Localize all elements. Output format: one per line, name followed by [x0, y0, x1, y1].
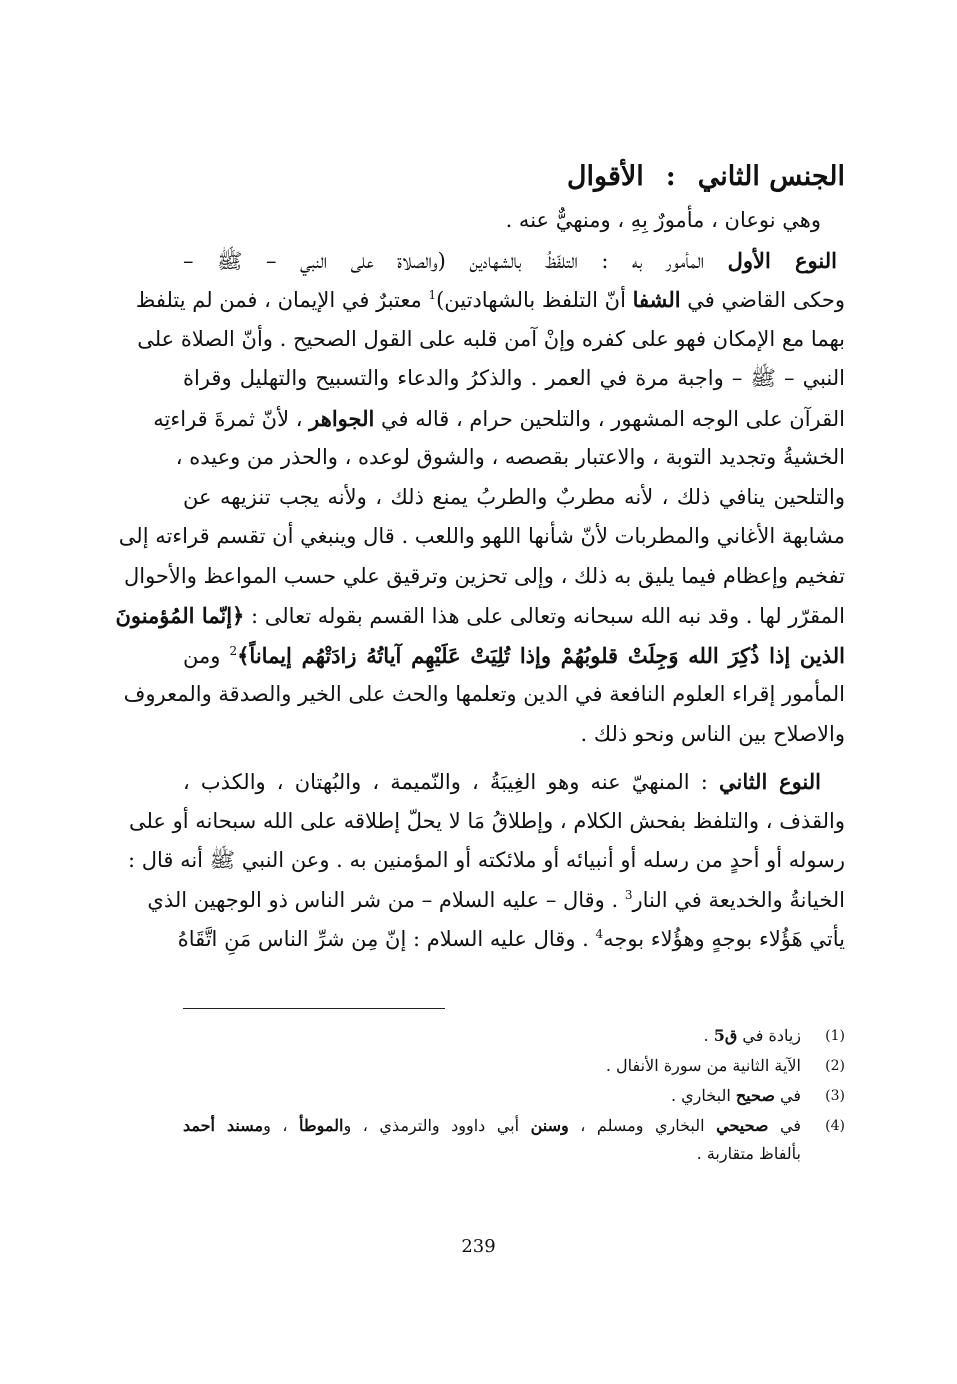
page-number: 239 [461, 1236, 496, 1257]
text-span: أنّ التلفظ بالشهادتين) [436, 288, 633, 312]
footnote-number: (1) [825, 1028, 845, 1044]
footnote-divider [183, 1008, 445, 1009]
text-line: والتلحين ينافي ذلك ، لأنه مطربٌ والطربُ يمنع ذلك ، ولأنه يجب تنزيهه عن [183, 484, 845, 509]
book-title: وسنن [530, 1116, 569, 1135]
text-line: الخشيةُ وتجديد التوبة ، والاعتبار بقصصه ، والشوق لوعده ، والحذر من وعيده ، [175, 445, 845, 469]
text-span: القرآن على الوجه المشهور ، والتلحين حرام ، قاله في [374, 406, 845, 431]
text-span: الخيانةُ والخديعة في النار [632, 887, 845, 912]
text-span: . وقال – عليه السلام – من شر الناس ذو الوجهين الذي [147, 887, 625, 912]
text-line: مشابهة الأغاني والمطربات لأنّ شأنها اللهو واللعب . قال وينبغي أن تقسم قراءته إلى [118, 524, 845, 548]
text-span: المقرّر لها . وقد نبه الله سبحانه وتعالى على هذا القسم بقوله تعالى : [244, 604, 845, 628]
quran-verse: الذين إذا ذُكِرَ الله وَجِلَتْ قلوبُهُمْ وإذا تُلِيَتْ عَلَيْهِم آياتُهُ زادَتْهُم إيماناً﴾ [237, 642, 845, 668]
footnote-4 [183, 1111, 845, 1167]
text-span: أبي داوود والترمذي ، و [343, 1116, 531, 1135]
heading-part1: الجنس الثاني [697, 161, 845, 192]
text-span: ومن [183, 643, 230, 668]
text-line: تفخيم وإعظام فيما يليق به ذلك ، وإلى تحزين وترقيق علي حسب المواعظ والأحوال [123, 563, 845, 588]
footnote-text [183, 1021, 801, 1051]
footnote-number: (4) [825, 1118, 845, 1134]
text-line: والقذف ، والتلفظ بفحش الكلام ، وإطلاقُ مَا لا يحلّ إطلاقه على الله سبحانه أو على [128, 808, 845, 833]
text-span: في [768, 1116, 802, 1135]
text-span: البخاري ومسلم ، [568, 1116, 717, 1135]
paragraph-gap [183, 754, 845, 762]
footnote-2 [183, 1051, 845, 1081]
text-line: المأمور إقراء العلوم النافعة في الدين وتعلمها والحث على الخير والصدقة والمعروف [123, 682, 845, 706]
main-text [115, 155, 845, 960]
book-title: الجواهر [309, 405, 375, 431]
text-span: ، لأنّ ثمرةَ قراءتِه [153, 406, 310, 431]
text-span: . [703, 1026, 714, 1045]
text-span: في [774, 1086, 801, 1105]
manuscript-ref: ق5 [713, 1026, 738, 1045]
text-line [153, 399, 845, 439]
subheading-first-type: النوع الأول [727, 247, 837, 273]
text-span: . وقال عليه السلام : إنّ مِن شرِّ الناس مَنِ اتَّقَاهُ [177, 927, 596, 951]
book-title: صحيح [735, 1086, 775, 1105]
footnote-line [183, 1111, 801, 1141]
text-line: بهما مع الإمكان فهو على كفره وإنْ آمن قلبه على القول الصحيح . وأنّ الصلاة على [137, 326, 845, 351]
footnote-1 [183, 1021, 845, 1051]
footnote-text [183, 1111, 801, 1167]
section-heading [183, 155, 845, 201]
text-line [183, 241, 845, 281]
text-span: البخاري . [670, 1086, 736, 1105]
footnotes [183, 1008, 845, 1167]
book-title: صحيحي [716, 1116, 769, 1135]
text-line [115, 596, 845, 636]
footnote-number: (3) [825, 1088, 845, 1104]
text-line [147, 881, 845, 921]
text-span: المأمور به : التلفّظُ بالشهادين (والصلاة على النبي – ﷺ – [183, 248, 728, 273]
footnote-3 [183, 1081, 845, 1111]
text-line: رسوله أو أحدٍ من رسله أو أنبيائه أو ملائكته أو المؤمنين به . وعن النبي ﷺ أنه قال : [127, 848, 845, 872]
text-line [135, 280, 845, 320]
text-span: يأتي هَؤُلاء بوجهٍ وهؤُلاء بوجه [603, 927, 845, 951]
text-line [183, 636, 845, 676]
book-title: الموطأ [299, 1116, 344, 1135]
text-line: النبي – ﷺ – واجبة مرة في العمر . والذكرُ والدعاء والتسبيح والتهليل وقراة [183, 366, 845, 390]
text-span: الآية الثانية من سورة الأنفال . [605, 1056, 801, 1075]
quran-verse: ﴿إنّما المُؤمنونَ [115, 603, 245, 628]
footnote-ref: 3 [624, 887, 633, 902]
footnote-line: بألفاظ متقاربة . [696, 1144, 801, 1163]
text-span: : المنهيّ عنه وهو الغِيبَةُ ، والنّميمة ، والبُهتان ، والكذب ، [183, 770, 719, 794]
footnote-number: (2) [825, 1058, 845, 1074]
text-line [177, 920, 845, 960]
book-title: مسند أحمد [183, 1116, 264, 1135]
footnote-ref: 4 [595, 927, 604, 941]
heading-separator: : [665, 161, 676, 192]
footnote-text [183, 1051, 801, 1081]
footnote-ref: 1 [428, 288, 437, 302]
text-line: والاصلاح بين الناس ونحو ذلك . [580, 721, 845, 746]
footnote-ref: 2 [229, 643, 238, 658]
text-span: وحكى القاضي في [680, 288, 845, 312]
subheading-second-type: النوع الثاني [718, 769, 821, 794]
text-line [183, 762, 845, 802]
text-span: ، و [263, 1116, 300, 1135]
text-line: وهي نوعان ، مأمورٌ بِهِ ، ومنهيٌّ عنه . [505, 208, 821, 232]
footnote-text [183, 1081, 801, 1111]
text-span: زيادة في [737, 1026, 801, 1045]
paragraph-2 [127, 762, 845, 960]
text-span: معتبرٌ في الإيمان ، فمن لم يتلفظ [135, 288, 429, 312]
book-title: الشفا [632, 287, 681, 312]
paragraph-1 [115, 201, 845, 754]
heading-part2: الأقوال [566, 161, 644, 192]
